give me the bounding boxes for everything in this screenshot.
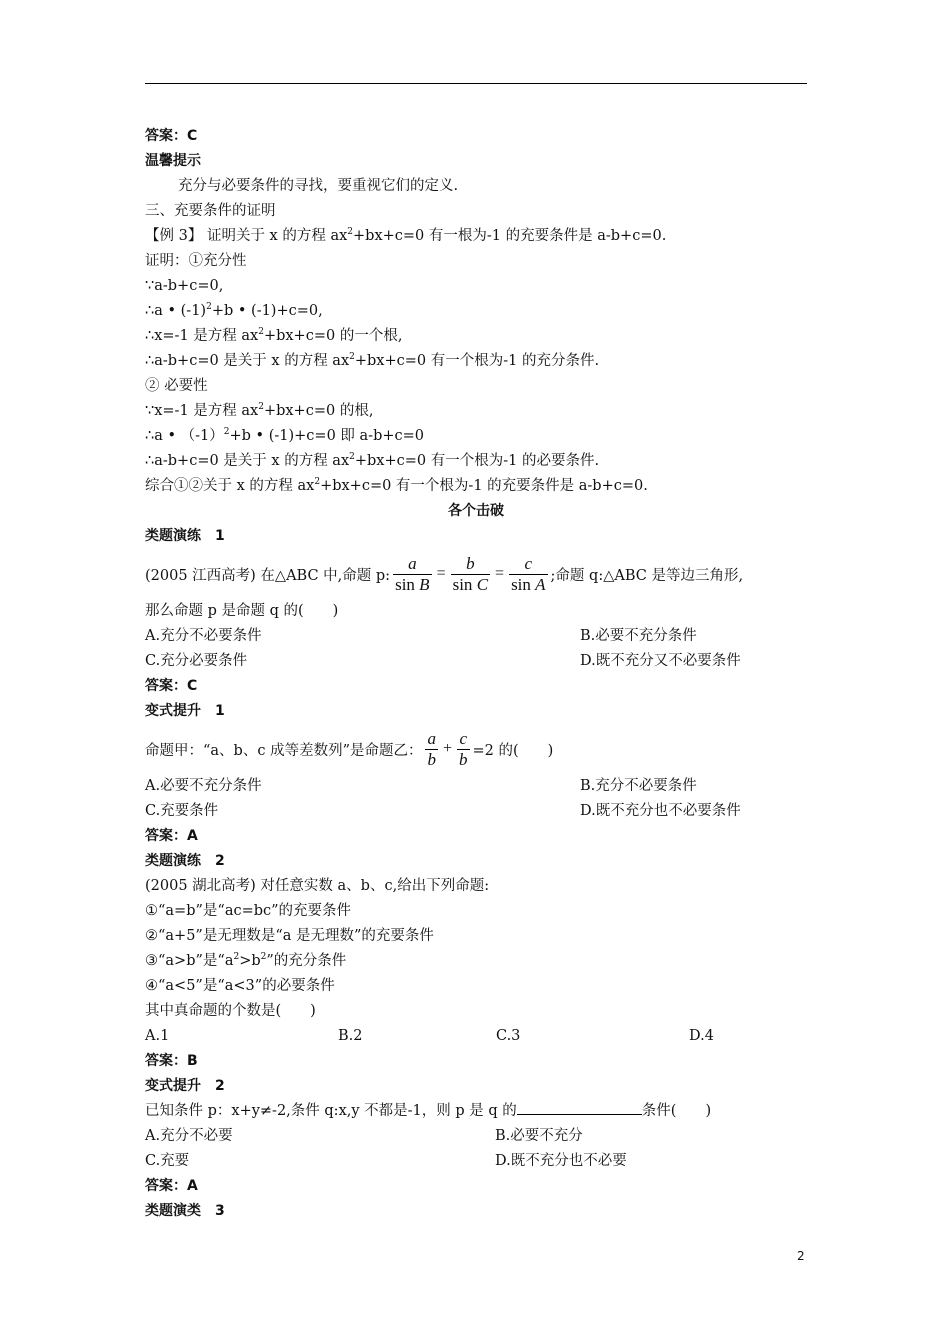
option-d: D.既不充分也不必要 [495,1153,627,1169]
example-label: 【例 3】 [145,228,203,244]
proof-part-1-heading: 证明：①充分性 [145,253,247,269]
fraction-a-over-b: $\frac{a}{b}$ [427,728,436,769]
drill-2-title: 类题演练 2 [145,853,225,869]
fraction-c-over-sinA: $\frac{c}{\text{sin A}}$ [511,553,546,594]
fraction-a-over-sinB: $\frac{a}{\text{sin B}}$ [395,553,430,594]
example-3-statement: 【例 3】 证明关于 x 的方程 $ax^2+bx+c=0$ 有一根为-1 的充要条件是 a-b+c=0. [145,227,667,244]
variant-1-options-row [145,774,807,799]
option-b: B.2 [338,1028,363,1044]
option-c: C.3 [496,1028,521,1044]
option-b: B.充分不必要条件 [580,778,697,794]
option-a: A.必要不充分条件 [145,778,262,794]
proposition-item: ④“a<5”是“a<3”的必要条件 [145,978,335,994]
proof-line: ∵a-b+c=0, [145,278,224,294]
proof-line: ∴a • $(-1)^2+b$ • (-1)+c=0, [145,302,323,319]
proposition-item: ③“a>b”是“$a^2>b^2$”的充分条件 [145,952,347,969]
option-b: B.必要不充分 [495,1128,583,1144]
option-a: A.充分不必要 [145,1128,233,1144]
fraction-c-over-b: $\frac{c}{b}$ [459,728,468,769]
drill-1-options-row [145,624,807,649]
page-content [145,124,807,1224]
fraction-b-over-sinC: $\frac{b}{\text{sin C}}$ [452,553,489,594]
variant-2-options-row [145,1124,807,1149]
proof-line: ∴a-b+c=0 是关于 x 的方程 $ax^2+bx+c=0$ 有一个根为-1 的充分条件. [145,352,600,369]
page-number: 2 [797,1249,805,1263]
header-rule [145,83,807,84]
drill-1-options-row [145,649,807,674]
variant-2-options-row [145,1149,807,1174]
variant-1-stem: 命题甲：“a、b、c 成等差数列”是命题乙： $\frac{a}{b}$ + $\frac{c}{b}$ =2 的( ) [145,728,554,769]
variant-2-title: 变式提升 2 [145,1078,225,1094]
drill-2-options-row [145,1024,807,1049]
option-c: C.充分必要条件 [145,653,248,669]
drill-1-answer: 答案：C [145,678,198,694]
drill-1-stem: (2005 江西高考) 在△ABC 中,命题 p: $\frac{a}{\text{sin B}}$ = $\frac{b}{\text{sin C}}$ = $\frac{c}{\text{sin A}}$ ;命题 q:△ABC 是等边三角形, [145,553,744,594]
variant-1-answer: 答案：A [145,828,198,844]
proof-line: ∴a • $(-1)^2+b$ • (-1)+c=0 即 a-b+c=0 [145,427,424,444]
drill-2-answer: 答案：B [145,1053,198,1069]
tip-text: 充分与必要条件的寻找，要重视它们的定义. [178,178,459,194]
variant-2-answer: 答案：A [145,1178,198,1194]
tip-heading: 温馨提示 [145,153,201,169]
drill-1-title: 类题演练 1 [145,528,225,544]
proof-line: ∴a-b+c=0 是关于 x 的方程 $ax^2+bx+c=0$ 有一个根为-1 的必要条件. [145,452,600,469]
answer-line: 答案：C [145,128,198,144]
drill-2-question: 其中真命题的个数是( ) [145,1003,316,1019]
drill-2-stem: (2005 湖北高考) 对任意实数 a、b、c,给出下列命题: [145,878,490,894]
proof-line: ∴x=-1 是方程 $ax^2+bx+c=0$ 的一个根, [145,327,403,344]
variant-1-title: 变式提升 1 [145,703,225,719]
section-heading: 三、充要条件的证明 [145,203,276,219]
option-c: C.充要条件 [145,803,219,819]
proof-line: ∵x=-1 是方程 $ax^2+bx+c=0$ 的根, [145,402,374,419]
section-title: 各个击破 [448,503,504,519]
option-a: A.充分不必要条件 [145,628,262,644]
option-c: C.充要 [145,1153,190,1169]
option-d: D.既不充分又不必要条件 [580,653,741,669]
answer-blank [517,1100,642,1115]
proof-part-2-heading: ② 必要性 [145,378,208,394]
option-d: D.4 [689,1028,714,1044]
proof-conclusion: 综合①②关于 x 的方程 $ax^2+bx+c=0$ 有一个根为-1 的充要条件是 a-b+c=0. [145,477,648,494]
option-a: A.1 [145,1028,170,1044]
option-d: D.既不充分也不必要条件 [580,803,741,819]
variant-1-options-row [145,799,807,824]
option-b: B.必要不充分条件 [580,628,697,644]
variant-2-stem: 已知条件 p：x+y≠-2,条件 q:x,y 不都是-1，则 p 是 q 的 条件( ) [145,1099,807,1124]
proposition-item: ①“a=b”是“ac=bc”的充要条件 [145,903,352,919]
drill-1-stem-continued: 那么命题 p 是命题 q 的( ) [145,603,339,619]
proposition-item: ②“a+5”是无理数是“a 是无理数”的充要条件 [145,928,434,944]
drill-3-title: 类题演类 3 [145,1203,225,1219]
